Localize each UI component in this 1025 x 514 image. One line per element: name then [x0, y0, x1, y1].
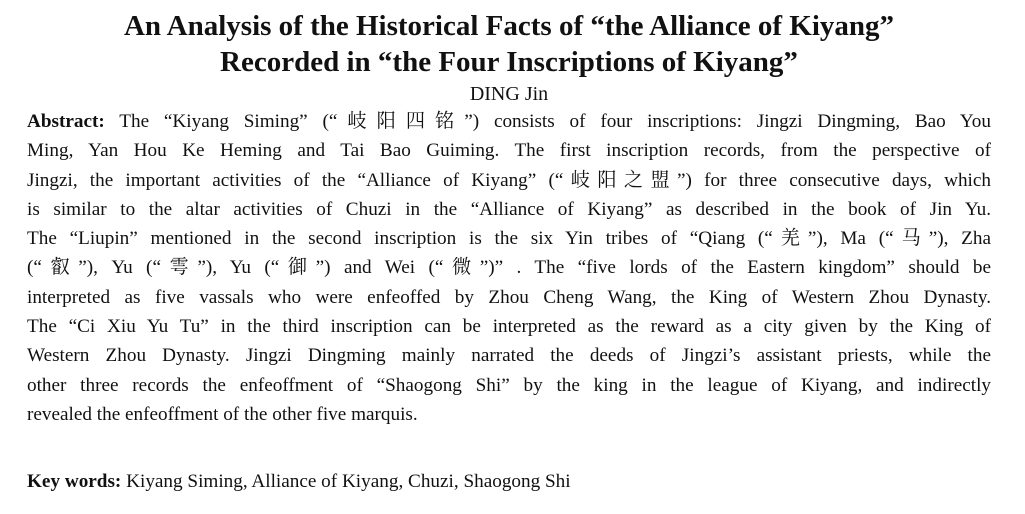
abstract-line: Western Zhou Dynasty. Jingzi Dingming mainly narrated the deeds of Jingzi’s assistant priests, while the	[27, 345, 991, 367]
paper-page	[27, 8, 991, 492]
abstract-line: interpreted as five vassals who were enfeoffed by Zhou Cheng Wang, the King of Western Zhou Dynasty.	[27, 286, 991, 308]
abstract-line: is similar to the altar activities of Chuzi in the “Alliance of Kiyang” as described in the book of Jin Yu.	[27, 198, 991, 220]
abstract-line-text: The “Kiyang Siming” (“岐阳四铭”) consists of four inscriptions: Jingzi Dingming, Bao You	[104, 111, 991, 132]
abstract-paragraph	[27, 107, 991, 429]
author-name: DING Jin	[469, 83, 549, 105]
title-line-1: An Analysis of the Historical Facts of “the Alliance of Kiyang”	[123, 10, 895, 42]
keywords-label: Key words:	[27, 471, 122, 492]
keywords-section	[27, 469, 571, 495]
abstract-line: other three records the enfeoffment of “Shaogong Shi” by the king in the league of Kiyang, and indirectly	[27, 374, 991, 396]
abstract-line: The “Ci Xiu Yu Tu” in the third inscription can be interpreted as the reward as a city given by the King of	[27, 316, 991, 338]
abstract-line	[27, 107, 991, 136]
title-line-2: Recorded in “the Four Inscriptions of Kiyang”	[220, 46, 798, 78]
abstract-line: revealed the enfeoffment of the other five marquis.	[27, 403, 418, 425]
abstract-label: Abstract:	[27, 111, 105, 132]
abstract-line: Ming, Yan Hou Ke Heming and Tai Bao Guiming. The first inscription records, from the perspective of	[27, 140, 991, 162]
abstract-line: Jingzi, the important activities of the “Alliance of Kiyang” (“岐阳之盟”) for three consecutive days, which	[27, 169, 991, 191]
abstract-line: (“叡”), Yu (“雩”), Yu (“御”) and Wei (“微”)” . The “five lords of the Eastern kingdom” should be	[27, 257, 991, 279]
keywords-text: Kiyang Siming, Alliance of Kiyang, Chuzi, Shaogong Shi	[121, 471, 571, 492]
abstract-line: The “Liupin” mentioned in the second inscription is the six Yin tribes of “Qiang (“羌”), Ma (“马”), Zha	[27, 228, 991, 250]
paper-title	[27, 8, 991, 80]
